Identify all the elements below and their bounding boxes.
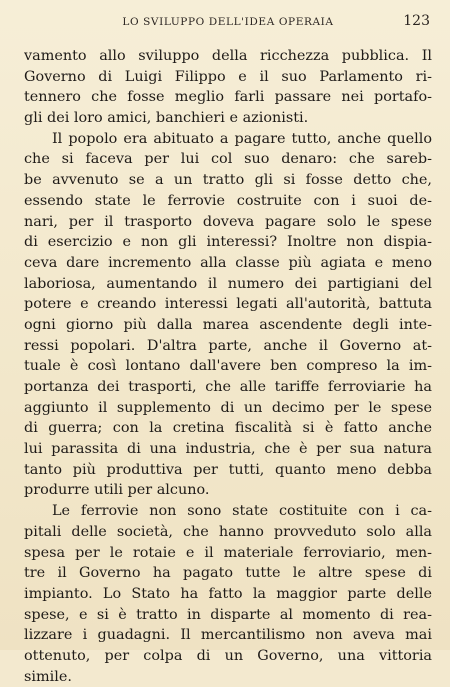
- text-line: pitali delle società, che hanno provveduto solo alla: [24, 523, 432, 540]
- text-line: tanto più produttiva per tutti, quanto meno debba: [24, 461, 432, 478]
- text-line: ottenuto, per colpa di un Governo, una vittoria: [24, 647, 432, 664]
- text-line: essendo state le ferrovie costruite con i suoi de-: [24, 192, 432, 209]
- text-line: lizzare i guadagni. Il mercantilismo non aveva mai: [24, 627, 432, 644]
- text-line: di guerra; con la cretina fiscalità si è fatto anche: [24, 420, 432, 437]
- page-number: 123: [403, 13, 430, 29]
- text-line: vamento allo sviluppo della ricchezza pubblica. Il: [24, 48, 432, 64]
- text-line: che si faceva per lui col suo denaro: che sareb-: [24, 151, 432, 168]
- text-line: Governo di Luigi Filippo e il suo Parlamento ri-: [24, 68, 432, 85]
- text-line: tuale è così lontano dall'avere ben compreso la im-: [24, 358, 432, 375]
- text-line: lui parassita di una industria, che è per sua natura: [24, 441, 432, 458]
- running-title: LO SVILUPPO DELL'IDEA OPERAIA: [122, 16, 334, 28]
- text-line: impianto. Lo Stato ha fatto la maggior parte delle: [24, 585, 432, 602]
- text-line: ressi popolari. D'altra parte, anche il Governo at-: [24, 337, 432, 354]
- text-line: spesa per le rotaie e il materiale ferroviario, men-: [24, 544, 432, 561]
- paragraph-start-line: Le ferrovie non sono state costituite con i ca-: [52, 503, 432, 520]
- text-line: spese, e si è tratto in disparte al momento di rea-: [24, 606, 432, 623]
- paragraph-start-line: Il popolo era abituato a pagare tutto, anche quello: [52, 130, 432, 147]
- text-line: aggiunto il supplemento di un decimo per le spese: [24, 399, 432, 416]
- text-line: gli dei loro amici, banchieri e azionisti.: [24, 110, 309, 127]
- text-line: ceva dare incremento alla classe più agiata e meno: [24, 254, 432, 271]
- text-line: portanza dei trasporti, che alle tariffe ferroviarie ha: [24, 379, 432, 395]
- text-line: ogni giorno più dalla marea ascendente degli inte-: [24, 316, 432, 333]
- text-line: laboriosa, aumentando il numero dei partigiani del: [24, 275, 432, 292]
- text-line: tre il Governo ha pagato tutte le altre spese di: [24, 565, 432, 582]
- text-line: tennero che fosse meglio farli passare nei portafo-: [24, 89, 432, 106]
- text-line: be avvenuto se a un tratto gli si fosse detto che,: [24, 172, 432, 189]
- text-line: simile.: [24, 668, 72, 685]
- body-text: [24, 46, 432, 687]
- text-line: di esercizio e non gli interessi? Inoltre non dispia-: [24, 234, 432, 251]
- text-line: nari, per il trasporto doveva pagare solo le spese: [24, 213, 432, 230]
- text-line: produrre utili per alcuno.: [24, 482, 210, 499]
- text-line: potere e creando interessi legati all'autorità, battuta: [24, 296, 432, 313]
- page-header: [26, 12, 430, 30]
